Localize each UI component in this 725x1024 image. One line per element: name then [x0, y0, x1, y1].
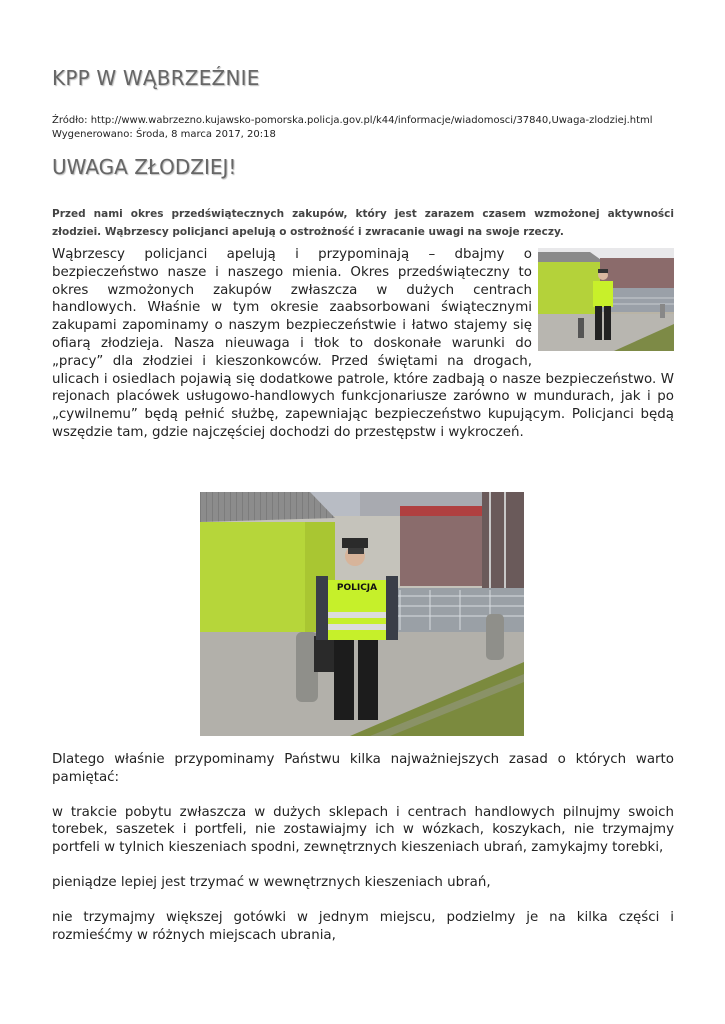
police-officer-photo	[200, 492, 524, 736]
article-title: UWAGA ZŁODZIEJ!	[52, 155, 237, 179]
org-title: KPP W WĄBRZEŹNIE	[52, 66, 260, 90]
paragraph-tip-1: w trakcie pobytu zwłaszcza w dużych sklepach i centrach handlowych pilnujmy swoich torebek, saszetek i portfeli, nie zostawiajmy ich w wózkach, koszykach, nie trzymajmy portfeli w tylnich kieszeniach spodni, zewnętrznych kieszeniach ubrań, zamykajmy torebki,	[52, 804, 674, 856]
source-line: Źródło: http://www.wabrzezno.kujawsko-pomorska.policja.gov.pl/k44/informacje/wiadomosci/37840,Uwaga-zlodziej.html	[52, 115, 653, 126]
article-lead: Przed nami okres przedświątecznych zakupów, który jest zarazem czasem wzmożonej aktywności złodziei. Wąbrzescy policjanci apelują o ostrożność i zwracanie uwagi na swoje rzeczy.	[52, 208, 674, 238]
meta-info	[52, 114, 692, 142]
generated-line: Wygenerowano: Środa, 8 marca 2017, 20:18	[52, 129, 276, 140]
paragraph-intro: Dlatego właśnie przypominamy Państwu kilka najważniejszych zasad o których warto pamiętać:	[52, 752, 674, 785]
article-continued	[52, 751, 674, 961]
article-body	[52, 246, 674, 442]
thumbnail-photo	[538, 248, 674, 351]
body-paragraph: Wąbrzescy policjanci apelują i przypominają – dbajmy o bezpieczeństwo nasze i naszego mienia. Okres przedświąteczny to okres wzmożonych zakupów zwłaszcza w dużych centrach handlowych. Właśnie w tym okresie zaabsorbowani świątecznymi zakupami zapominamy o naszym bezpieczeństwie i łatwo stajemy się ofiarą złodzieja. Nasza nieuwaga i tłok to doskonałe warunki do „pracy” dla złodziei i kieszonkowców. Przed świętami na drogach, ulicach i osiedlach pojawią się dodatkowe patrole, które zadbają o nasze bezpieczeństwo. W rejonach placówek usługowo-handlowych funkcjonariusze zarówno w mundurach, jak i po „cywilnemu” będą pełnić służbę, zapewniając bezpieczeństwo kupującym. Policjanci będą wszędzie tam, gdzie najczęściej dochodzi do przestępstw i wykroczeń.	[52, 247, 674, 440]
paragraph-tip-3: nie trzymajmy większej gotówki w jednym miejscu, podzielmy je na kilka części i rozmieśćmy w różnych miejscach ubrania,	[52, 909, 674, 943]
vest-label: POLICJA	[336, 583, 378, 593]
paragraph-tip-2: pieniądze lepiej jest trzymać w wewnętrznych kieszeniach ubrań,	[52, 874, 491, 890]
